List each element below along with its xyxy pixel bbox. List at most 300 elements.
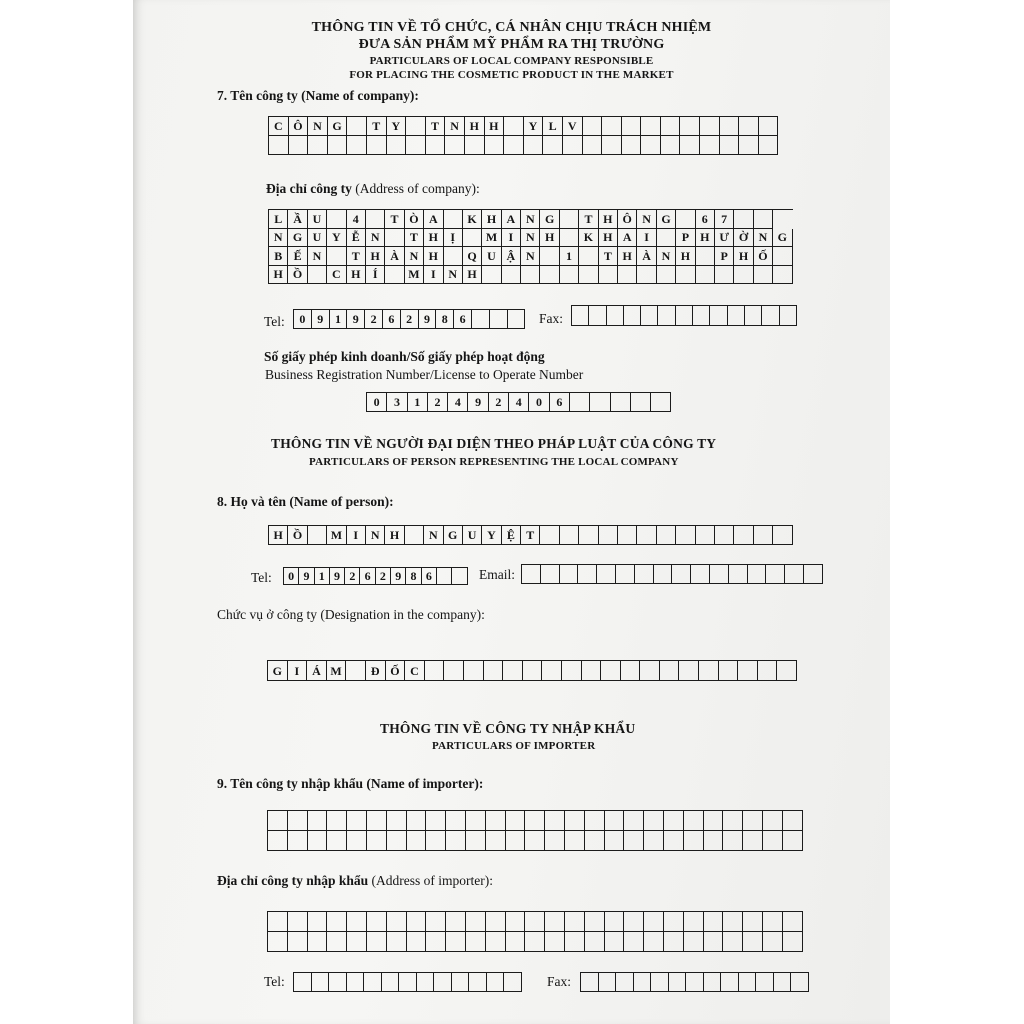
char-box[interactable] (624, 811, 644, 831)
char-box[interactable] (426, 932, 446, 952)
company-fax-grid[interactable] (571, 305, 797, 326)
char-box[interactable] (680, 117, 700, 136)
char-box[interactable] (565, 831, 585, 851)
importer-tel-grid[interactable] (293, 972, 522, 992)
char-box[interactable] (773, 526, 792, 545)
char-box[interactable]: N (444, 266, 463, 285)
char-box[interactable]: H (465, 117, 485, 136)
char-box[interactable] (366, 210, 385, 229)
char-box[interactable]: N (754, 229, 773, 248)
char-box[interactable] (426, 136, 446, 155)
char-box[interactable]: U (308, 210, 327, 229)
char-box[interactable] (506, 932, 526, 952)
char-box[interactable]: I (347, 526, 366, 545)
char-box[interactable]: Y (524, 117, 544, 136)
char-box[interactable]: 4 (448, 393, 468, 412)
char-box[interactable] (347, 973, 365, 992)
char-box[interactable]: I (424, 266, 443, 285)
char-box[interactable] (504, 136, 524, 155)
char-box[interactable] (669, 973, 687, 992)
char-box[interactable] (387, 831, 407, 851)
char-box[interactable] (739, 117, 759, 136)
char-box[interactable] (599, 266, 618, 285)
char-box[interactable]: G (540, 210, 559, 229)
char-box[interactable] (269, 136, 289, 155)
char-box[interactable]: K (579, 229, 598, 248)
char-box[interactable] (364, 973, 382, 992)
char-box[interactable]: Y (482, 526, 501, 545)
char-box[interactable] (644, 912, 664, 932)
importer-address-grid[interactable] (267, 911, 803, 952)
char-box[interactable]: H (269, 266, 288, 285)
char-box[interactable] (288, 932, 308, 952)
char-box[interactable] (294, 973, 312, 992)
char-box[interactable]: Ồ (288, 266, 307, 285)
char-box[interactable]: T (347, 247, 366, 266)
char-box[interactable] (704, 932, 724, 952)
char-box[interactable] (624, 831, 644, 851)
char-box[interactable]: C (269, 117, 289, 136)
char-box[interactable]: 9 (299, 568, 314, 585)
char-box[interactable]: T (405, 229, 424, 248)
char-box[interactable] (773, 247, 792, 266)
license-number-grid[interactable] (366, 392, 671, 412)
char-box[interactable] (579, 266, 598, 285)
char-box[interactable] (762, 306, 779, 326)
char-box[interactable]: U (482, 247, 501, 266)
char-box[interactable] (545, 932, 565, 952)
char-box[interactable]: 1 (315, 568, 330, 585)
char-box[interactable] (720, 117, 740, 136)
char-box[interactable] (524, 136, 544, 155)
char-box[interactable] (605, 932, 625, 952)
char-box[interactable]: T (521, 526, 540, 545)
char-box[interactable] (327, 932, 347, 952)
char-box[interactable] (444, 210, 463, 229)
char-box[interactable]: Ố (386, 661, 406, 681)
char-box[interactable] (723, 932, 743, 952)
char-box[interactable]: 6 (360, 568, 375, 585)
char-box[interactable] (406, 136, 426, 155)
char-box[interactable]: N (308, 117, 328, 136)
char-box[interactable] (268, 912, 288, 932)
char-box[interactable] (637, 266, 656, 285)
char-box[interactable]: A (424, 210, 443, 229)
char-box[interactable] (562, 661, 582, 681)
char-box[interactable]: 4 (347, 210, 366, 229)
char-box[interactable] (466, 912, 486, 932)
char-box[interactable]: H (385, 526, 404, 545)
char-box[interactable]: N (521, 210, 540, 229)
char-box[interactable]: P (676, 229, 695, 248)
char-box[interactable]: 9 (419, 310, 437, 329)
char-box[interactable] (601, 661, 621, 681)
char-box[interactable] (743, 912, 763, 932)
char-box[interactable] (347, 117, 367, 136)
char-box[interactable]: Ô (618, 210, 637, 229)
char-box[interactable]: Á (307, 661, 327, 681)
char-box[interactable] (308, 526, 327, 545)
company-tel-grid[interactable] (293, 309, 525, 329)
char-box[interactable] (605, 912, 625, 932)
char-box[interactable]: H (599, 210, 618, 229)
char-box[interactable]: G (773, 229, 792, 248)
char-box[interactable]: Ệ (502, 526, 521, 545)
char-box[interactable]: H (676, 247, 695, 266)
char-box[interactable] (693, 306, 710, 326)
char-box[interactable] (691, 565, 710, 584)
char-box[interactable] (437, 568, 452, 585)
char-box[interactable] (583, 136, 603, 155)
char-box[interactable]: A (618, 229, 637, 248)
char-box[interactable] (704, 973, 722, 992)
char-box[interactable] (641, 306, 658, 326)
char-box[interactable] (268, 932, 288, 952)
char-box[interactable] (563, 136, 583, 155)
char-box[interactable] (602, 117, 622, 136)
person-tel-grid[interactable] (283, 567, 468, 585)
char-box[interactable]: G (288, 229, 307, 248)
char-box[interactable] (684, 831, 704, 851)
char-box[interactable] (664, 831, 684, 851)
char-box[interactable] (585, 831, 605, 851)
char-box[interactable]: 4 (509, 393, 529, 412)
char-box[interactable]: 1 (560, 247, 579, 266)
char-box[interactable] (676, 210, 695, 229)
char-box[interactable] (288, 811, 308, 831)
char-box[interactable] (503, 661, 523, 681)
char-box[interactable] (346, 661, 366, 681)
char-box[interactable] (288, 912, 308, 932)
char-box[interactable] (367, 811, 387, 831)
char-box[interactable] (699, 661, 719, 681)
char-box[interactable] (407, 811, 427, 831)
char-box[interactable] (407, 932, 427, 952)
char-box[interactable] (616, 973, 634, 992)
char-box[interactable] (579, 526, 598, 545)
char-box[interactable]: N (308, 247, 327, 266)
char-box[interactable] (774, 973, 792, 992)
char-box[interactable] (327, 811, 347, 831)
char-box[interactable]: L (269, 210, 288, 229)
char-box[interactable]: I (288, 661, 308, 681)
char-box[interactable] (585, 811, 605, 831)
char-box[interactable] (486, 932, 506, 952)
char-box[interactable]: H (734, 247, 753, 266)
char-box[interactable] (696, 526, 715, 545)
char-box[interactable] (406, 117, 426, 136)
char-box[interactable]: H (540, 229, 559, 248)
char-box[interactable] (347, 811, 367, 831)
char-box[interactable] (664, 912, 684, 932)
char-box[interactable] (657, 526, 676, 545)
char-box[interactable]: N (424, 526, 443, 545)
char-box[interactable] (734, 266, 753, 285)
char-box[interactable]: 2 (401, 310, 419, 329)
char-box[interactable] (754, 266, 773, 285)
char-box[interactable] (367, 136, 387, 155)
char-box[interactable] (763, 831, 783, 851)
char-box[interactable] (469, 973, 487, 992)
char-box[interactable]: Ô (289, 117, 309, 136)
char-box[interactable] (465, 136, 485, 155)
char-box[interactable]: 9 (330, 568, 345, 585)
char-box[interactable] (367, 932, 387, 952)
char-box[interactable] (644, 932, 664, 952)
char-box[interactable] (585, 912, 605, 932)
char-box[interactable]: T (426, 117, 446, 136)
char-box[interactable] (763, 932, 783, 952)
char-box[interactable] (791, 973, 809, 992)
char-box[interactable]: N (366, 526, 385, 545)
char-box[interactable] (466, 932, 486, 952)
char-box[interactable] (759, 136, 779, 155)
char-box[interactable] (506, 831, 526, 851)
char-box[interactable] (745, 306, 762, 326)
char-box[interactable] (347, 932, 367, 952)
char-box[interactable]: À (385, 247, 404, 266)
char-box[interactable]: Ậ (502, 247, 521, 266)
char-box[interactable] (728, 306, 745, 326)
char-box[interactable] (578, 565, 597, 584)
char-box[interactable]: Đ (366, 661, 386, 681)
char-box[interactable] (485, 136, 505, 155)
char-box[interactable] (680, 136, 700, 155)
char-box[interactable] (783, 932, 803, 952)
char-box[interactable] (502, 266, 521, 285)
char-box[interactable] (739, 973, 757, 992)
char-box[interactable] (783, 912, 803, 932)
char-box[interactable] (579, 247, 598, 266)
char-box[interactable]: B (269, 247, 288, 266)
char-box[interactable] (426, 831, 446, 851)
char-box[interactable] (570, 393, 590, 412)
char-box[interactable]: 6 (696, 210, 715, 229)
char-box[interactable] (599, 526, 618, 545)
char-box[interactable]: N (521, 229, 540, 248)
char-box[interactable] (624, 912, 644, 932)
char-box[interactable] (452, 973, 470, 992)
char-box[interactable] (783, 831, 803, 851)
char-box[interactable]: T (385, 210, 404, 229)
char-box[interactable] (560, 565, 579, 584)
char-box[interactable]: Í (366, 266, 385, 285)
char-box[interactable] (738, 661, 758, 681)
char-box[interactable] (644, 811, 664, 831)
char-box[interactable] (657, 266, 676, 285)
char-box[interactable] (452, 568, 467, 585)
char-box[interactable] (560, 526, 579, 545)
char-box[interactable] (525, 831, 545, 851)
char-box[interactable] (743, 811, 763, 831)
char-box[interactable]: 8 (406, 568, 421, 585)
char-box[interactable] (308, 266, 327, 285)
char-box[interactable] (308, 811, 328, 831)
char-box[interactable] (522, 565, 541, 584)
char-box[interactable] (597, 565, 616, 584)
char-box[interactable] (676, 526, 695, 545)
char-box[interactable]: 9 (347, 310, 365, 329)
char-box[interactable] (445, 136, 465, 155)
char-box[interactable]: H (482, 210, 501, 229)
char-box[interactable] (759, 117, 779, 136)
char-box[interactable]: 2 (428, 393, 448, 412)
char-box[interactable] (763, 811, 783, 831)
char-box[interactable]: G (657, 210, 676, 229)
char-box[interactable]: L (543, 117, 563, 136)
char-box[interactable] (327, 831, 347, 851)
designation-grid[interactable] (267, 660, 797, 681)
char-box[interactable] (783, 811, 803, 831)
char-box[interactable]: Ư (715, 229, 734, 248)
char-box[interactable] (676, 266, 695, 285)
char-box[interactable] (347, 912, 367, 932)
char-box[interactable]: 6 (454, 310, 472, 329)
char-box[interactable]: N (657, 247, 676, 266)
char-box[interactable] (523, 661, 543, 681)
char-box[interactable] (605, 811, 625, 831)
char-box[interactable] (446, 912, 466, 932)
char-box[interactable]: 2 (376, 568, 391, 585)
char-box[interactable]: K (463, 210, 482, 229)
char-box[interactable] (308, 932, 328, 952)
char-box[interactable] (525, 811, 545, 831)
char-box[interactable] (590, 393, 610, 412)
char-box[interactable] (651, 393, 671, 412)
char-box[interactable] (743, 932, 763, 952)
char-box[interactable] (545, 912, 565, 932)
char-box[interactable] (621, 661, 641, 681)
char-box[interactable]: H (599, 229, 618, 248)
char-box[interactable] (743, 831, 763, 851)
char-box[interactable] (560, 210, 579, 229)
char-box[interactable]: N (637, 210, 656, 229)
char-box[interactable] (616, 565, 635, 584)
char-box[interactable] (766, 565, 785, 584)
char-box[interactable]: C (327, 266, 346, 285)
char-box[interactable] (664, 811, 684, 831)
char-box[interactable] (758, 661, 778, 681)
char-box[interactable]: 9 (391, 568, 406, 585)
char-box[interactable] (684, 912, 704, 932)
char-box[interactable] (504, 117, 524, 136)
char-box[interactable] (486, 831, 506, 851)
char-box[interactable] (734, 526, 753, 545)
char-box[interactable] (385, 266, 404, 285)
char-box[interactable]: V (563, 117, 583, 136)
char-box[interactable] (618, 266, 637, 285)
char-box[interactable]: 2 (489, 393, 509, 412)
char-box[interactable]: M (405, 266, 424, 285)
char-box[interactable] (545, 831, 565, 851)
char-box[interactable] (622, 117, 642, 136)
char-box[interactable] (482, 266, 501, 285)
char-box[interactable] (466, 811, 486, 831)
char-box[interactable]: H (424, 247, 443, 266)
char-box[interactable] (729, 565, 748, 584)
char-box[interactable] (506, 811, 526, 831)
person-name-grid[interactable] (268, 525, 793, 545)
char-box[interactable] (720, 136, 740, 155)
char-box[interactable]: H (463, 266, 482, 285)
char-box[interactable] (521, 266, 540, 285)
char-box[interactable]: M (327, 661, 347, 681)
char-box[interactable] (585, 932, 605, 952)
char-box[interactable]: À (637, 247, 656, 266)
char-box[interactable] (715, 526, 734, 545)
char-box[interactable]: H (618, 247, 637, 266)
char-box[interactable]: H (424, 229, 443, 248)
char-box[interactable]: 6 (383, 310, 401, 329)
char-box[interactable] (672, 565, 691, 584)
char-box[interactable]: I (637, 229, 656, 248)
char-box[interactable] (540, 247, 559, 266)
char-box[interactable] (660, 661, 680, 681)
char-box[interactable] (308, 136, 328, 155)
char-box[interactable] (631, 393, 651, 412)
char-box[interactable] (748, 565, 767, 584)
char-box[interactable] (327, 912, 347, 932)
char-box[interactable]: 2 (345, 568, 360, 585)
char-box[interactable] (486, 811, 506, 831)
char-box[interactable] (572, 306, 589, 326)
char-box[interactable] (704, 912, 724, 932)
char-box[interactable] (312, 973, 330, 992)
char-box[interactable]: G (268, 661, 288, 681)
char-box[interactable]: 6 (422, 568, 437, 585)
char-box[interactable] (583, 117, 603, 136)
char-box[interactable] (525, 912, 545, 932)
char-box[interactable] (417, 973, 435, 992)
char-box[interactable] (624, 306, 641, 326)
char-box[interactable] (804, 565, 823, 584)
char-box[interactable] (679, 661, 699, 681)
char-box[interactable] (541, 565, 560, 584)
char-box[interactable] (719, 661, 739, 681)
char-box[interactable]: 1 (330, 310, 348, 329)
char-box[interactable] (710, 306, 727, 326)
char-box[interactable] (484, 661, 504, 681)
char-box[interactable] (308, 831, 328, 851)
char-box[interactable]: M (482, 229, 501, 248)
char-box[interactable] (540, 526, 559, 545)
char-box[interactable]: 0 (284, 568, 299, 585)
char-box[interactable] (754, 526, 773, 545)
char-box[interactable]: 7 (715, 210, 734, 229)
char-box[interactable]: M (327, 526, 346, 545)
char-box[interactable]: Ầ (288, 210, 307, 229)
char-box[interactable]: 0 (294, 310, 312, 329)
char-box[interactable] (723, 831, 743, 851)
char-box[interactable] (756, 973, 774, 992)
char-box[interactable] (329, 973, 347, 992)
char-box[interactable] (723, 912, 743, 932)
char-box[interactable] (641, 136, 661, 155)
char-box[interactable]: G (444, 526, 463, 545)
char-box[interactable]: 9 (468, 393, 488, 412)
char-box[interactable] (464, 661, 484, 681)
char-box[interactable]: 8 (436, 310, 454, 329)
char-box[interactable] (367, 831, 387, 851)
char-box[interactable] (504, 973, 522, 992)
char-box[interactable] (641, 117, 661, 136)
char-box[interactable] (599, 973, 617, 992)
char-box[interactable] (542, 661, 562, 681)
char-box[interactable] (387, 811, 407, 831)
char-box[interactable]: Ờ (734, 229, 753, 248)
char-box[interactable]: H (347, 266, 366, 285)
char-box[interactable]: T (367, 117, 387, 136)
